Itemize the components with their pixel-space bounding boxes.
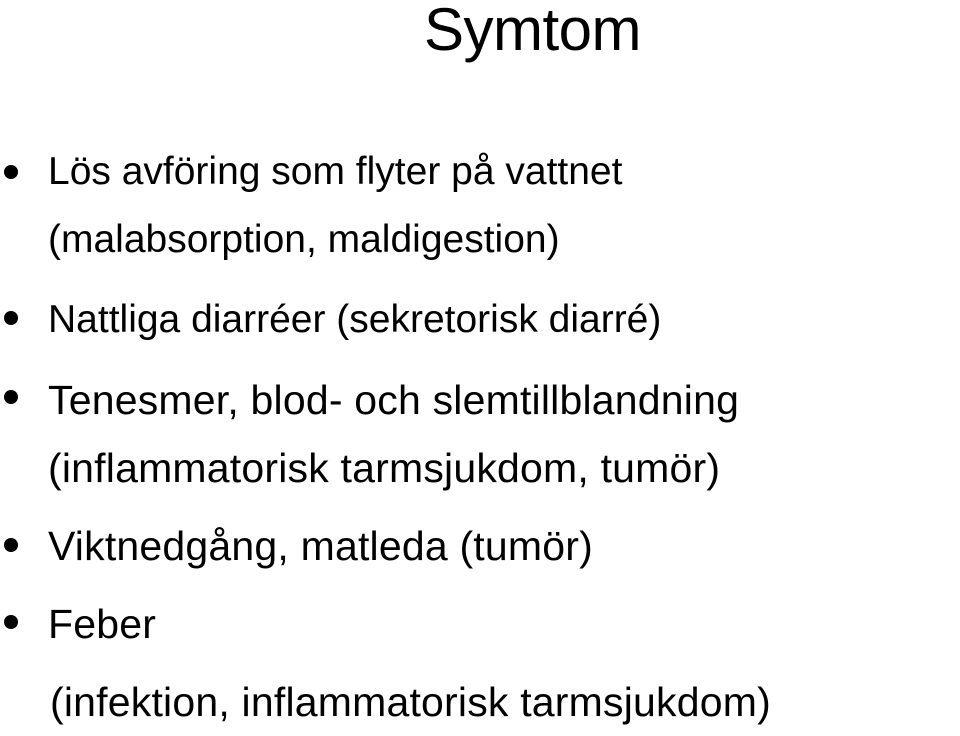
bullet-dot [4,615,18,629]
bullet-dot [4,538,18,552]
bullet-text: Feber [48,601,157,647]
bullet-text: Viktnedgång, matleda (tumör) [48,523,593,569]
bullet-text-continuation: (malabsorption, maldigestion) [48,218,560,261]
bullet-text: Nattliga diarréer (sekretorisk diarré) [48,298,662,341]
bullet-text-continuation: (inflammatorisk tarmsjukdom, tumör) [48,445,721,491]
bullet-text: Lös avföring som flyter på vattnet [48,150,623,193]
bullet-text: Tenesmer, blod- och slemtillblandning [48,377,740,423]
bullet-dot [4,311,18,325]
trailing-text: (infektion, inflammatorisk tarmsjukdom) [50,679,771,725]
bullet-dot [4,390,18,404]
slide-title: Symtom [424,0,642,63]
bullet-dot [4,165,18,179]
